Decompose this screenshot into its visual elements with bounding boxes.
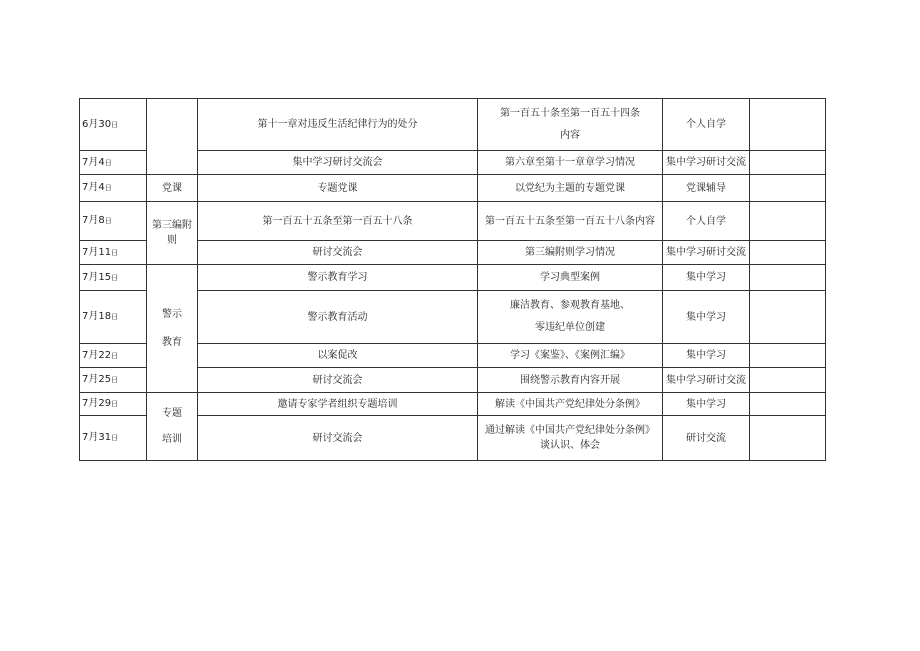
content-cell: 研讨交流会 xyxy=(198,241,478,265)
detail-cell: 廉洁教育、参观教育基地、 零违纪单位创建 xyxy=(478,291,663,344)
method-cell: 党课辅导 xyxy=(663,175,750,202)
date-cell: 7月15日 xyxy=(80,265,147,291)
method-cell: 研讨交流 xyxy=(663,416,750,461)
method-cell: 集中学习 xyxy=(663,265,750,291)
category-cell-appendix: 第三编附 则 xyxy=(147,202,198,265)
table-row xyxy=(80,265,826,291)
content-cell: 研讨交流会 xyxy=(198,368,478,393)
detail-cell: 以党纪为主题的专题党课 xyxy=(478,175,663,202)
method-cell: 个人自学 xyxy=(663,99,750,151)
method-cell: 集中学习 xyxy=(663,393,750,416)
content-cell: 警示教育活动 xyxy=(198,291,478,344)
note-cell xyxy=(750,99,826,151)
detail-cell: 第三编附则学习情况 xyxy=(478,241,663,265)
table-row xyxy=(80,393,826,416)
date-cell: 7月8日 xyxy=(80,202,147,241)
content-cell: 第十一章对违反生活纪律行为的处分 xyxy=(198,99,478,151)
content-cell: 集中学习研讨交流会 xyxy=(198,151,478,175)
detail-cell: 第一百五十五条至第一百五十八条内容 xyxy=(478,202,663,241)
note-cell xyxy=(750,202,826,241)
date-cell: 6月30日 xyxy=(80,99,147,151)
detail-cell: 学习典型案例 xyxy=(478,265,663,291)
category-cell-warning: 警示 教育 xyxy=(147,265,198,393)
detail-cell: 学习《案鉴》、《案例汇编》 xyxy=(478,344,663,368)
detail-cell: 通过解读《中国共产党纪律处分条例》 谈认识、体会 xyxy=(478,416,663,461)
table-row xyxy=(80,99,826,151)
table-row xyxy=(80,202,826,241)
category-cell-party-lecture: 党课 xyxy=(147,175,198,202)
content-cell: 以案促改 xyxy=(198,344,478,368)
note-cell xyxy=(750,291,826,344)
study-schedule-table xyxy=(79,98,826,461)
note-cell xyxy=(750,416,826,461)
note-cell xyxy=(750,151,826,175)
method-cell: 集中学习 xyxy=(663,344,750,368)
content-cell: 邀请专家学者组织专题培训 xyxy=(198,393,478,416)
method-cell: 个人自学 xyxy=(663,202,750,241)
detail-cell: 第一百五十条至第一百五十四条 内容 xyxy=(478,99,663,151)
date-cell: 7月11日 xyxy=(80,241,147,265)
method-cell: 集中学习研讨交流 xyxy=(663,241,750,265)
date-cell: 7月31日 xyxy=(80,416,147,461)
detail-cell: 围绕警示教育内容开展 xyxy=(478,368,663,393)
method-cell: 集中学习 xyxy=(663,291,750,344)
note-cell xyxy=(750,265,826,291)
content-cell: 警示教育学习 xyxy=(198,265,478,291)
date-cell: 7月22日 xyxy=(80,344,147,368)
category-cell-blank xyxy=(147,99,198,175)
method-cell: 集中学习研讨交流 xyxy=(663,151,750,175)
date-cell: 7月4日 xyxy=(80,151,147,175)
table-row xyxy=(80,175,826,202)
content-cell: 研讨交流会 xyxy=(198,416,478,461)
date-cell: 7月18日 xyxy=(80,291,147,344)
content-cell: 专题党课 xyxy=(198,175,478,202)
note-cell xyxy=(750,368,826,393)
content-cell: 第一百五十五条至第一百五十八条 xyxy=(198,202,478,241)
note-cell xyxy=(750,393,826,416)
category-cell-training: 专题 培训 xyxy=(147,393,198,461)
note-cell xyxy=(750,344,826,368)
note-cell xyxy=(750,241,826,265)
date-cell: 7月25日 xyxy=(80,368,147,393)
note-cell xyxy=(750,175,826,202)
detail-cell: 解读《中国共产党纪律处分条例》 xyxy=(478,393,663,416)
method-cell: 集中学习研讨交流 xyxy=(663,368,750,393)
date-cell: 7月4日 xyxy=(80,175,147,202)
date-cell: 7月29日 xyxy=(80,393,147,416)
detail-cell: 第六章至第十一章章学习情况 xyxy=(478,151,663,175)
